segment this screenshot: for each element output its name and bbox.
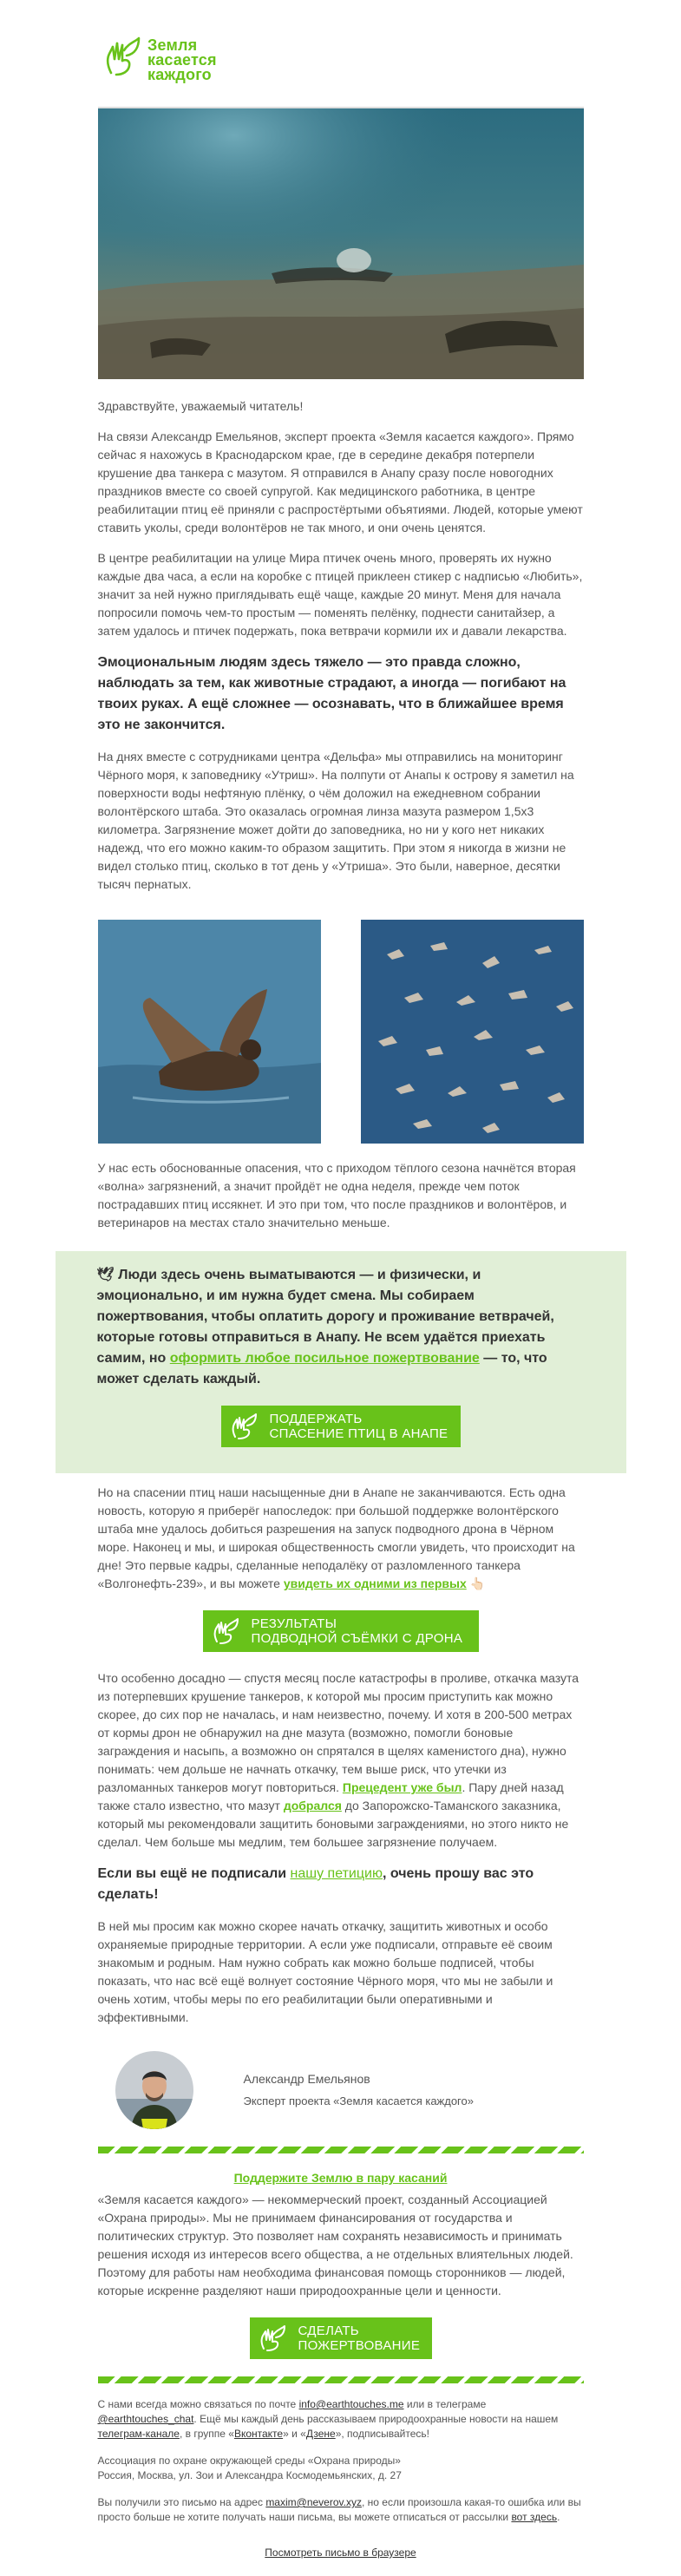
footer-telegram-chat-link[interactable]: @earthtouches_chat [97, 2413, 194, 2425]
donate-button-line-2: ПОЖЕРТВОВАНИЕ [298, 2338, 421, 2353]
footer-telegram-channel-link[interactable]: телеграм-канале [97, 2428, 180, 2440]
letter-content [98, 397, 584, 1232]
hand-leaf-icon [102, 33, 142, 80]
paragraph-pumping-b: . Пару дней назад также стало известно, что мазут [97, 1780, 564, 1812]
paragraph-rehab-center: В центре реабилитации на улице Мира птичек очень много, проверять их нужно каждые два часа, а если на коробке с птицей приклеен стикер с надписью «Любить», значит за ней нужно приглядывать ещё чаще, каждые 20 минут. Меня для начала попросили помочь чем-то простым — поменять пелёнку, поднести санитайзер, а затем удалось и птичек подержать, пока ветврачи кормили их и давали лекарства. [97, 551, 583, 638]
appeal-text-body: Люди здесь очень выматываются — и физически, и эмоционально, и им нужна будет смена. Мы собираем пожертвования, чтобы оплатить дорогу и проживание ветврачей, которые готовы отправиться в Анапу. Не всем удаётся приехать самим, но [96, 1268, 554, 1366]
footer-unsub-c: . [557, 2511, 560, 2523]
support-birds-button[interactable] [221, 1406, 461, 1447]
support-birds-button-line-1: ПОДДЕРЖАТЬ [269, 1412, 363, 1426]
appeal-text [97, 1265, 585, 1390]
author-signature [115, 2051, 584, 2129]
drone-results-button-line-1: РЕЗУЛЬТАТЫ [251, 1616, 337, 1631]
paragraph-monitoring: На днях вместе с сотрудниками центра «Дельфа» мы отправились на мониторинг Чёрного моря, к заповеднику «Утриш». На полпути от Анапы к острову я заметил на поверхности воды нефтяную плёнку, о чём доложил на ежедневном собрании волонтёрского штаба. Это оказалась огромная линза мазута размером 1,5х3 километра. Загрязнение может дойти до заповедника, но ни у кого нет никаких надежд, что его можно каким-то образом защитить. При этом я никогда в жизни не видел столько птиц, сколько в тот день у «Утриша». Это были, наверное, десятки тысяч пернатых. [97, 750, 574, 891]
support-text: «Земля касается каждого» — некоммерческий проект, созданный Ассоциацией «Охрана природы». Мы не принимаем финансирования от государства и политических структур. Это позволяет нам сохранять независимость и принимать решения исходя из интересов всего общества, а не отдельных влиятельных людей. Поэтому для работы нам необходима финансовая помощь сторонников — людей, которые искренне разделяют наши природоохранные цели и ценности. [97, 2193, 573, 2297]
donate-button[interactable] [250, 2317, 432, 2359]
paragraph-drone [98, 1484, 584, 1593]
support-birds-button-label [270, 1412, 449, 1441]
author-name: Александр Емельянов [243, 2072, 370, 2086]
hand-leaf-icon [259, 2324, 288, 2352]
footer-unsubscribe [98, 2495, 584, 2525]
greeting: Здравствуйте, уважаемый читатель! [97, 399, 304, 413]
lead-petition [98, 1864, 584, 1905]
footer-unsub-a: Вы получили это письмо на адрес [97, 2496, 266, 2508]
support-heading [98, 2169, 584, 2187]
footer-org-address: Россия, Москва, ул. Зои и Александра Космодемьянских, д. 27 [97, 2469, 402, 2481]
footer-contacts-a: С нами всегда можно связаться по почте [97, 2398, 299, 2410]
photo-row [98, 920, 584, 1144]
footer-organization [98, 2454, 584, 2483]
paragraph-intro: На связи Александр Емельянов, эксперт проекта «Земля касается каждого». Прямо сейчас я нахожусь в Краснодарском крае, где в середине декабря потерпели крушение два танкера с мазутом. Я отправился в Анапу сразу после новогодних праздников вместе со своей супругой. Как медицинского работника, в центре реабилитации птиц её приняли с распростёртыми объятиями. Людей, которые умеют ставить уколы, среди волонтёров не так много, и они очень ценятся. [97, 429, 583, 534]
footer-email-link[interactable]: info@earthtouches.me [298, 2398, 404, 2410]
email-header [0, 0, 681, 91]
avatar [115, 2051, 193, 2129]
footer-unsub-b: , но если произошла какая-то ошибка или вы просто больше не хотите получать наши письма, вы можете отписаться от рассылки [97, 2496, 581, 2523]
email-footer [98, 2397, 584, 2576]
donate-button-line-1: СДЕЛАТЬ [298, 2324, 359, 2338]
footer-contacts-d: , в группе « [179, 2428, 234, 2440]
paragraph-pumping [98, 1669, 584, 1852]
drone-results-button-label [252, 1616, 463, 1646]
paragraph-pumping-c: до Запорожско-Таманского заказника, который мы рекомендовали защитить боновыми заграждениями, но этого никто не сделал. Чем больше мы медлим, тем большее загрязнение получаем. [97, 1799, 569, 1849]
footer-contacts-e: » и « [283, 2428, 306, 2440]
brand-line-1: Земля [147, 36, 198, 54]
lead-emotional: Эмоциональным людям здесь тяжело — это правда сложно, наблюдать за тем, как животные страдают, а иногда — погибают на твоих руках. А ещё сложнее — осознавать, что в ближайшее время это не закончится. [97, 655, 566, 732]
footer-org-name: Ассоциация по охране окружающей среды «Охрана природы» [97, 2455, 401, 2467]
reached-link[interactable]: добрался [283, 1799, 342, 1812]
hero-underwater-image [98, 107, 584, 379]
footer-contacts-f: », подписывайтесь! [335, 2428, 430, 2440]
brand-wordmark [147, 38, 217, 82]
author-info [244, 2070, 474, 2110]
petition-link[interactable]: нашу петицию [290, 1866, 383, 1881]
footer-contacts-c: . Ещё мы каждый день рассказываем природоохранные новости на нашем [193, 2413, 559, 2425]
footer-vk-link[interactable]: Вконтакте [233, 2428, 284, 2440]
striped-divider-top [98, 2147, 584, 2153]
view-in-browser-link[interactable]: Посмотреть письмо в браузере [265, 2547, 416, 2559]
brand-line-3: каждого [147, 66, 212, 83]
paragraph-drone-text: Но на спасении птиц наши насыщенные дни в Анапе не заканчиваются. Есть одна новость, которую я приберёг напоследок: при большой поддержке волонтёрского штаба мне удалось добиться разрешения на запуск подводного дрона в Чёрном море. Наконец и мы, и широкая общественность смогли увидеть, что происходит на дне! Это первые кадры, сделанные неподалёку от разломленного танкера «Волгонефть-239», и вы можете [97, 1485, 575, 1590]
appeal-box [56, 1251, 626, 1473]
drone-footage-link[interactable]: увидеть их одними из первых [283, 1576, 467, 1590]
drone-results-button[interactable] [203, 1610, 479, 1652]
donate-button-label [298, 2324, 421, 2353]
unsubscribe-link[interactable]: вот здесь [511, 2511, 558, 2523]
author-role: Эксперт проекта «Земля касается каждого» [243, 2094, 474, 2107]
letter-content-2 [98, 1484, 584, 2576]
photo-oiled-duck [98, 920, 321, 1144]
appeal-text-tail: — то, что может сделать каждый. [96, 1351, 547, 1386]
hand-leaf-icon [230, 1413, 259, 1440]
brand-logo[interactable] [102, 33, 217, 82]
drone-results-button-line-2: ПОДВОДНОЙ СЪЁМКИ С ДРОНА [251, 1631, 463, 1646]
precedent-link[interactable]: Прецедент уже был [342, 1780, 462, 1794]
brand-line-2: касается [147, 51, 217, 69]
support-birds-button-line-2: СПАСЕНИЕ ПТИЦ В АНАПЕ [269, 1426, 449, 1441]
hand-leaf-icon [212, 1617, 241, 1645]
footer-contacts [98, 2397, 584, 2442]
paragraph-pumping-a: Что особенно досадно — спустя месяц после катастрофы в проливе, откачка мазута из потерпевших крушение танкеров, к которой мы просим приступить как можно скорее, до сих пор не началась, и нам неизвестно, почему. И хотя в 200-500 метрах от кормы дрон не обнаружил на дне мазута (возможно, помогли боновые заграждения и насыпь, а возможно он спрятался в щелях каменистого дна), нужно понимать: чем дольше не начнать откачку, тем выше риск, что утечки из разломанных танкеров могут повториться. [97, 1671, 580, 1794]
donate-inline-link[interactable]: оформить любое посильное пожертвование [169, 1351, 480, 1366]
paragraph-second-wave: У нас есть обоснованные опасения, что с приходом тёплого сезона начнётся вторая «волна» загрязнений, а значит пройдёт не одна неделя, прежде чем поток пострадавших птиц иссякнет. И это при том, что после праздников и волонтёров, и ветеринаров на местах стало значительно меньше. [97, 1161, 576, 1229]
striped-divider-bottom [98, 2376, 584, 2383]
photo-bird-flock [361, 920, 584, 1144]
lead-petition-b: , очень прошу вас это сделать! [97, 1866, 534, 1902]
pointing-emoji: 👆🏻 [466, 1576, 486, 1590]
footer-browser [98, 2546, 584, 2576]
lead-petition-a: Если вы ещё не подписали [97, 1866, 291, 1881]
footer-contacts-b: или в телеграме [403, 2398, 487, 2410]
dove-emoji: 🕊 [96, 1268, 115, 1282]
paragraph-petition: В ней мы просим как можно скорее начать откачку, защитить животных и особо охраняемые природные территории. А если уже подписали, отправьте её своим знакомым и родным. Нам нужно собрать как можно больше подписей, чтобы показать, что нас всё ещё волнует состояние Чёрного моря, что мы не забыли и очень хотим, чтобы меры по его реабилитации были оперативными и эффективными. [97, 1919, 553, 2024]
support-heading-link[interactable]: Поддержите Землю в пару касаний [233, 2171, 448, 2185]
footer-dzen-link[interactable]: Дзене [305, 2428, 336, 2440]
footer-recipient-email[interactable]: maxim@neverov.xyz [265, 2496, 362, 2508]
